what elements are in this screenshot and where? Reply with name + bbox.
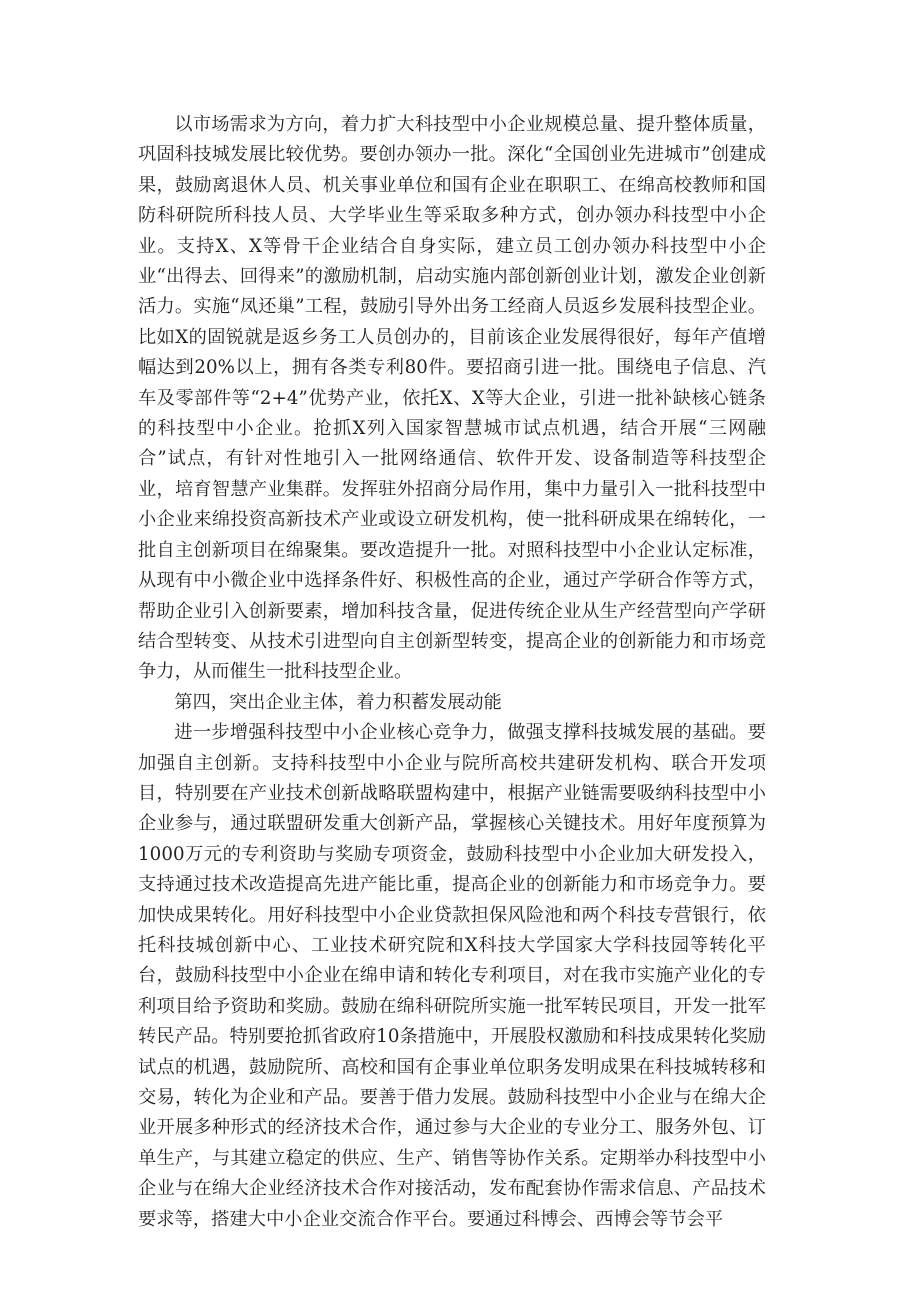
document-page bbox=[138, 110, 766, 1235]
body-paragraph-2: 进一步增强科技型中小企业核心竞争力，做强支撑科技城发展的基础。要加强自主创新。支持科技型中小企业与院所高校共建研发机构、联合开发项目，特别要在产业技术创新战略联盟构建中，根据产业链需要吸纳科技型中小企业参与，通过联盟研发重大创新产品，掌握核心关键技术。用好年度预算为1000万元的专利资助与奖励专项资金，鼓励科技型中小企业加大研发投入，支持通过技术改造提高先进产能比重，提高企业的创新能力和市场竞争力。要加快成果转化。用好科技型中小企业贷款担保风险池和两个科技专营银行，依托科技城创新中心、工业技术研究院和X科技大学国家大学科技园等转化平台，鼓励科技型中小企业在绵申请和转化专利项目，对在我市实施产业化的专利项目给予资助和奖励。鼓励在绵科研院所实施一批军转民项目，开发一批军转民产品。特别要抢抓省政府10条措施中，开展股权激励和科技成果转化奖励试点的机遇，鼓励院所、高校和国有企事业单位职务发明成果在科技城转移和交易，转化为企业和产品。要善于借力发展。鼓励科技型中小企业与在绵大企业开展多种形式的经济技术合作，通过参与大企业的专业分工、服务外包、订单生产，与其建立稳定的供应、生产、销售等协作关系。定期举办科技型中小企业与在绵大企业经济技术合作对接活动，发布配套协作需求信息、产品技术要求等，搭建大中小企业交流合作平台。要通过科博会、西博会等节会平 bbox=[138, 722, 766, 1230]
section-heading-4: 第四，突出企业主体，着力积蓄发展动能 bbox=[174, 691, 502, 713]
body-paragraph-1: 以市场需求为方向，着力扩大科技型中小企业规模总量、提升整体质量，巩固科技城发展比较优势。要创办领办一批。深化“全国创业先进城市”创建成果，鼓励离退休人员、机关事业单位和国有企业在职职工、在绵高校教师和国防科研院所科技人员、大学毕业生等采取多种方式，创办领办科技型中小企业。支持X、X等骨干企业结合自身实际，建立员工创办领办科技型中小企业“出得去、回得来”的激励机制，启动实施内部创新创业计划，激发企业创新活力。实施“凤还巢”工程，鼓励引导外出务工经商人员返乡发展科技型企业。比如X的固锐就是返乡务工人员创办的，目前该企业发展得很好，每年产值增幅达到20%以上，拥有各类专利80件。要招商引进一批。围绕电子信息、汽车及零部件等“2+4”优势产业，依托X、X等大企业，引进一批补缺核心链条的科技型中小企业。抢抓X列入国家智慧城市试点机遇，结合开展“三网融合”试点，有针对性地引入一批网络通信、软件开发、设备制造等科技型企业，培育智慧产业集群。发挥驻外招商分局作用，集中力量引入一批科技型中小企业来绵投资高新技术产业或设立研发机构，使一批科研成果在绵转化，一批自主创新项目在绵聚集。要改造提升一批。对照科技型中小企业认定标准，从现有中小微企业中选择条件好、积极性高的企业，通过产学研合作等方式，帮助企业引入创新要素，增加科技含量，促进传统企业从生产经营型向产学研结合型转变、从技术引进型向自主创新型转变，提高企业的创新能力和市场竞争力，从而催生一批科技型企业。 bbox=[138, 114, 766, 683]
